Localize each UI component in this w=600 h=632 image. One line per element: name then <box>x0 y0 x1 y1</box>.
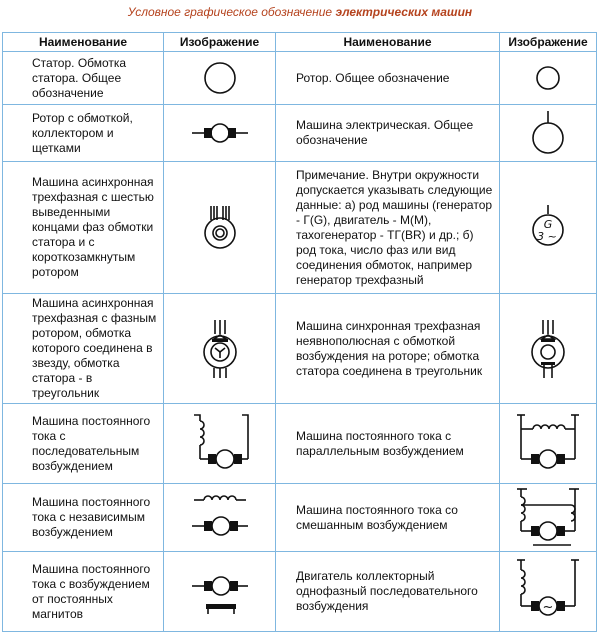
table-row <box>3 105 597 162</box>
cell-name: Примечание. Внутри окружности допускается указывать следующие данные: а) род машины (генератор - Г(G), двигатель - М(M), тахогенератор - ТГ(BR) и др.; б) род тока, число фаз или вид соединения обмоток, например генератор трехфазный <box>276 162 500 294</box>
page-title: Условное графическое обозначение электрических машин <box>127 5 473 19</box>
table-row <box>3 294 597 404</box>
dc-series-symbol <box>164 404 276 484</box>
table-row <box>3 162 597 294</box>
sync-machine-symbol <box>500 294 597 404</box>
cell-name: Машина электрическая. Общее обозначение <box>276 105 500 162</box>
header-name-left: Наименование <box>3 33 164 52</box>
cell-name: Двигатель коллекторный однофазный последовательного возбуждения <box>276 552 500 632</box>
dc-compound-symbol <box>500 484 597 552</box>
table-row <box>3 484 597 552</box>
table-row <box>3 52 597 105</box>
cell-name: Машина постоянного тока со смешанным возбуждением <box>276 484 500 552</box>
header-image-left: Изображение <box>164 33 276 52</box>
rotor-with-brushes-symbol <box>164 105 276 162</box>
generator-3phase-symbol <box>500 162 597 294</box>
stator-circle-symbol <box>164 52 276 105</box>
cell-name: Машина постоянного тока с последовательным возбуждением <box>3 404 164 484</box>
dc-separate-symbol <box>164 484 276 552</box>
rotor-circle-symbol <box>500 52 597 105</box>
cell-name: Машина асинхронная трехфазная с фазным ротором, обмотка которого соединена в звезду, обмотка статора - в треугольник <box>3 294 164 404</box>
cell-name: Машина синхронная трехфазная неявнополюсная с обмоткой возбуждения на роторе; обмотка статора соединена в треугольник <box>276 294 500 404</box>
svg-text:3 ~: 3 ~ <box>537 229 557 243</box>
cell-name: Машина постоянного тока с независимым возбуждением <box>3 484 164 552</box>
svg-text:G: G <box>543 217 553 231</box>
symbols-table <box>2 32 597 632</box>
electric-machine-symbol <box>500 105 597 162</box>
ac-commutator-motor-symbol <box>500 552 597 632</box>
cell-name: Машина постоянного тока с возбуждением от постоянных магнитов <box>3 552 164 632</box>
dc-shunt-symbol <box>500 404 597 484</box>
cell-name: Ротор с обмоткой, коллектором и щетками <box>3 105 164 162</box>
cell-name: Ротор. Общее обозначение <box>276 52 500 105</box>
svg-text:~: ~ <box>542 599 554 615</box>
table-row <box>3 404 597 484</box>
cell-name: Машина асинхронная трехфазная с шестью выведенными концами фаз обмотки статора и с короткозамкнутым ротором <box>3 162 164 294</box>
async-squirrel-cage-symbol <box>164 162 276 294</box>
cell-name: Статор. Обмотка статора. Общее обозначение <box>3 52 164 105</box>
header-name-right: Наименование <box>276 33 500 52</box>
dc-permanent-magnet-symbol <box>164 552 276 632</box>
header-image-right: Изображение <box>500 33 597 52</box>
header-row <box>3 33 597 52</box>
async-wound-rotor-symbol <box>164 294 276 404</box>
cell-name: Машина постоянного тока с параллельным возбуждением <box>276 404 500 484</box>
table-row <box>3 552 597 632</box>
